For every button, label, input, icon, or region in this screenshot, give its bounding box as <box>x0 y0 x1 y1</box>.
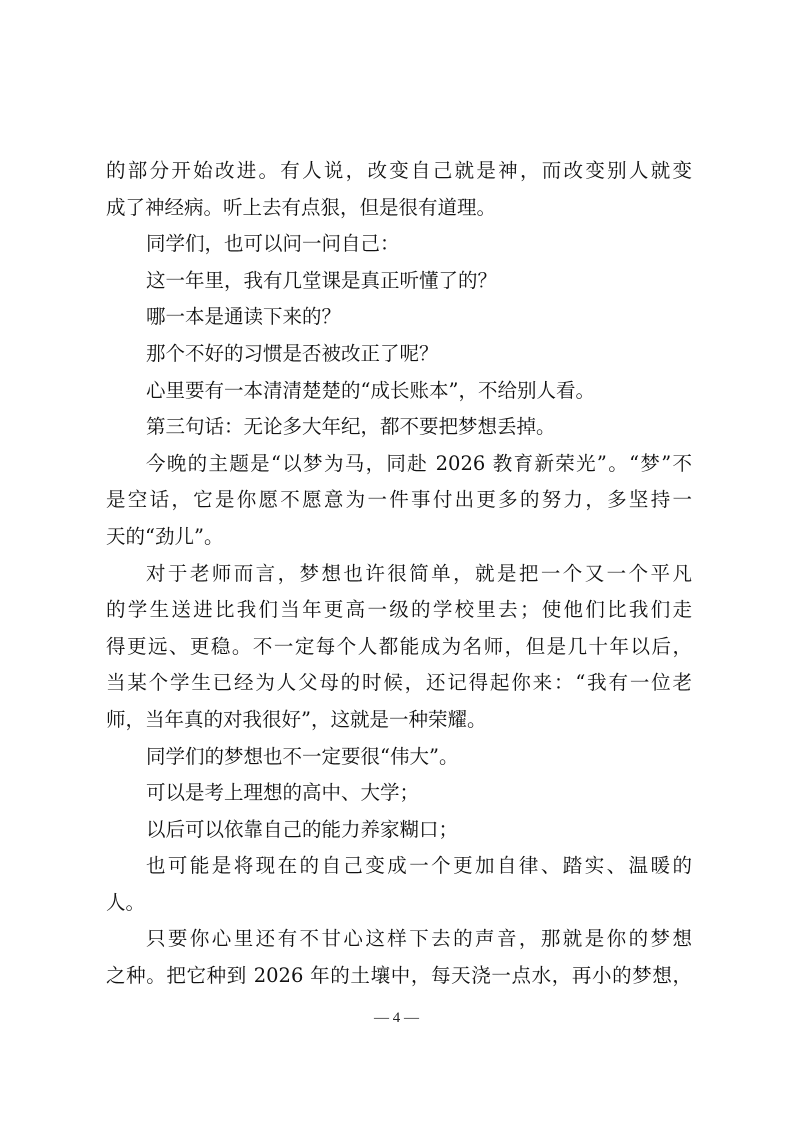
text-line: 天的“劲儿”。 <box>106 524 224 548</box>
text-line: 对于老师而言，梦想也许很简单，就是把一个又一个平凡 <box>146 561 692 585</box>
text-line: 成了神经病。听上去有点狠，但是很有道理。 <box>106 195 497 219</box>
text-line: 是空话，它是你愿不愿意为一件事付出更多的努力，多坚持一 <box>106 488 692 512</box>
text-line: 那个不好的习惯是否被改正了呢？ <box>146 341 439 365</box>
text-line: 同学们，也可以问一问自己： <box>146 232 400 256</box>
text-line: 只要你心里还有不甘心这样下去的声音，那就是你的梦想 <box>146 927 692 951</box>
body-text <box>106 153 692 995</box>
text-line: 人。 <box>106 890 146 914</box>
text-line: 之种。把它种到 2026 年的土壤中，每天浇一点水，再小的梦想， <box>106 964 692 988</box>
text-line: 今晚的主题是“以梦为马，同赴 2026 教育新荣光”。“梦”不 <box>146 451 692 475</box>
text-line: 当某个学生已经为人父母的时候，还记得起你来：“我有一位老 <box>106 671 692 695</box>
page-number: — 4 — <box>374 1010 419 1026</box>
text-line: 以后可以依靠自己的能力养家糊口； <box>146 817 459 841</box>
text-line: 的学生送进比我们当年更高一级的学校里去；使他们比我们走 <box>106 598 692 622</box>
text-line: 同学们的梦想也不一定要很“伟大”。 <box>146 744 459 768</box>
text-line: 可以是考上理想的高中、大学； <box>146 781 420 805</box>
text-line: 这一年里，我有几堂课是真正听懂了的？ <box>146 268 498 292</box>
text-line: 第三句话：无论多大年纪，都不要把梦想丢掉。 <box>146 415 556 439</box>
text-line: 也可能是将现在的自己变成一个更加自律、踏实、温暖的 <box>146 854 692 878</box>
text-line: 哪一本是通读下来的？ <box>146 305 342 329</box>
text-line: 心里要有一本清清楚楚的“成长账本”，不给别人看。 <box>146 378 595 402</box>
text-line: 师，当年真的对我很好”，这就是一种荣耀。 <box>106 707 487 731</box>
text-line: 得更远、更稳。不一定每个人都能成为名师，但是几十年以后， <box>106 634 692 658</box>
text-line: 的部分开始改进。有人说，改变自己就是神，而改变别人就变 <box>106 159 692 182</box>
